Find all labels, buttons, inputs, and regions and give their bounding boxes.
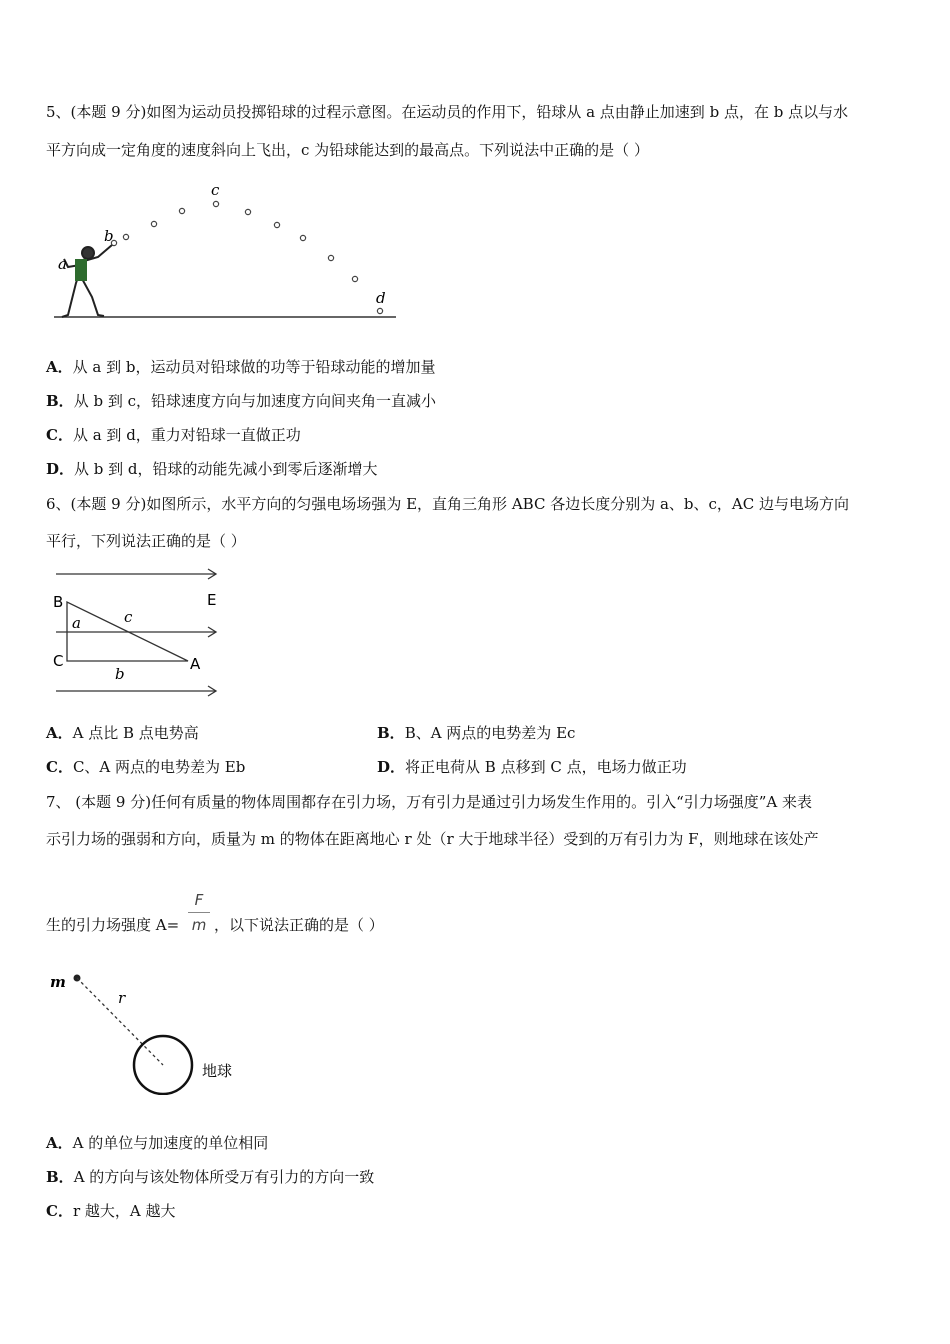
label-d: d bbox=[376, 289, 386, 307]
q5-option-a[interactable]: A．从 a 到 b，运动员对铅球做的功等于铅球动能的增加量 bbox=[46, 358, 436, 376]
label-a-side: a bbox=[72, 614, 81, 632]
q6-stem-line2: 平行，下列说法正确的是（ ） bbox=[46, 532, 246, 550]
q7-option-a[interactable]: A．A 的单位与加速度的单位相同 bbox=[46, 1134, 269, 1152]
q7-option-c[interactable]: C．r 越大，A 越大 bbox=[46, 1202, 176, 1220]
q7-gravity-field-figure bbox=[46, 965, 256, 1095]
label-A: A bbox=[190, 655, 201, 673]
label-c: c bbox=[211, 181, 220, 199]
fraction-numerator: F bbox=[194, 891, 204, 909]
label-E: E bbox=[207, 591, 217, 609]
q7-stem-line3-after: ，以下说法正确的是（ ） bbox=[214, 916, 384, 934]
label-r: r bbox=[118, 989, 126, 1007]
label-B: B bbox=[53, 593, 64, 611]
q6-option-b[interactable]: B．B、A 两点的电势差为 Ec bbox=[377, 724, 576, 742]
q7-stem-line3-before: 生的引力场强度 A= bbox=[46, 916, 180, 934]
label-a: a bbox=[58, 255, 67, 273]
trajectory-points bbox=[111, 201, 382, 313]
q7-option-b[interactable]: B．A 的方向与该处物体所受万有引力的方向一致 bbox=[46, 1168, 375, 1186]
fraction-denominator: m bbox=[191, 916, 207, 934]
q7-stem-line2: 示引力场的强弱和方向，质量为 m 的物体在距离地心 r 处（r 大于地球半径）受到的万有引力为 F，则地球在该处产 bbox=[46, 830, 819, 848]
q6-stem-line1: 6、(本题 9 分)如图所示，水平方向的匀强电场场强为 E，直角三角形 ABC 各边长度分别为 a、b、c，AC 边与电场方向 bbox=[46, 495, 849, 513]
q5-option-c[interactable]: C．从 a 到 d，重力对铅球一直做正功 bbox=[46, 426, 301, 444]
label-b: b bbox=[104, 227, 114, 245]
q6-option-d[interactable]: D．将正电荷从 B 点移到 C 点，电场力做正功 bbox=[377, 758, 687, 776]
q5-shot-put-figure bbox=[50, 175, 410, 325]
label-c-side: c bbox=[124, 608, 133, 626]
q6-field-triangle-figure bbox=[50, 562, 230, 702]
label-b-side: b bbox=[115, 665, 125, 683]
q7-stem-line1: 7、 (本题 9 分)任何有质量的物体周围都存在引力场，万有引力是通过引力场发生作用的。引入“引力场强度”A 来表 bbox=[46, 793, 813, 811]
label-earth: 地球 bbox=[202, 1062, 233, 1080]
label-C: C bbox=[53, 652, 64, 670]
q5-option-d[interactable]: D．从 b 到 d，铅球的动能先减小到零后逐渐增大 bbox=[46, 460, 378, 478]
q5-stem-line1: 5、(本题 9 分)如图为运动员投掷铅球的过程示意图。在运动员的作用下，铅球从 a 点由静止加速到 b 点，在 b 点以与水 bbox=[46, 103, 849, 121]
fraction-f-over-m bbox=[186, 890, 212, 935]
q5-stem-line2: 平方向成一定角度的速度斜向上飞出，c 为铅球能达到的最高点。下列说法中正确的是（ ） bbox=[46, 141, 649, 159]
label-m: m bbox=[50, 973, 66, 991]
q6-option-c[interactable]: C．C、A 两点的电势差为 Eb bbox=[46, 758, 246, 776]
q6-option-a[interactable]: A．A 点比 B 点电势高 bbox=[46, 724, 199, 742]
athlete-figure bbox=[62, 245, 112, 317]
q5-option-b[interactable]: B．从 b 到 c，铅球速度方向与加速度方向间夹角一直减小 bbox=[46, 392, 436, 410]
